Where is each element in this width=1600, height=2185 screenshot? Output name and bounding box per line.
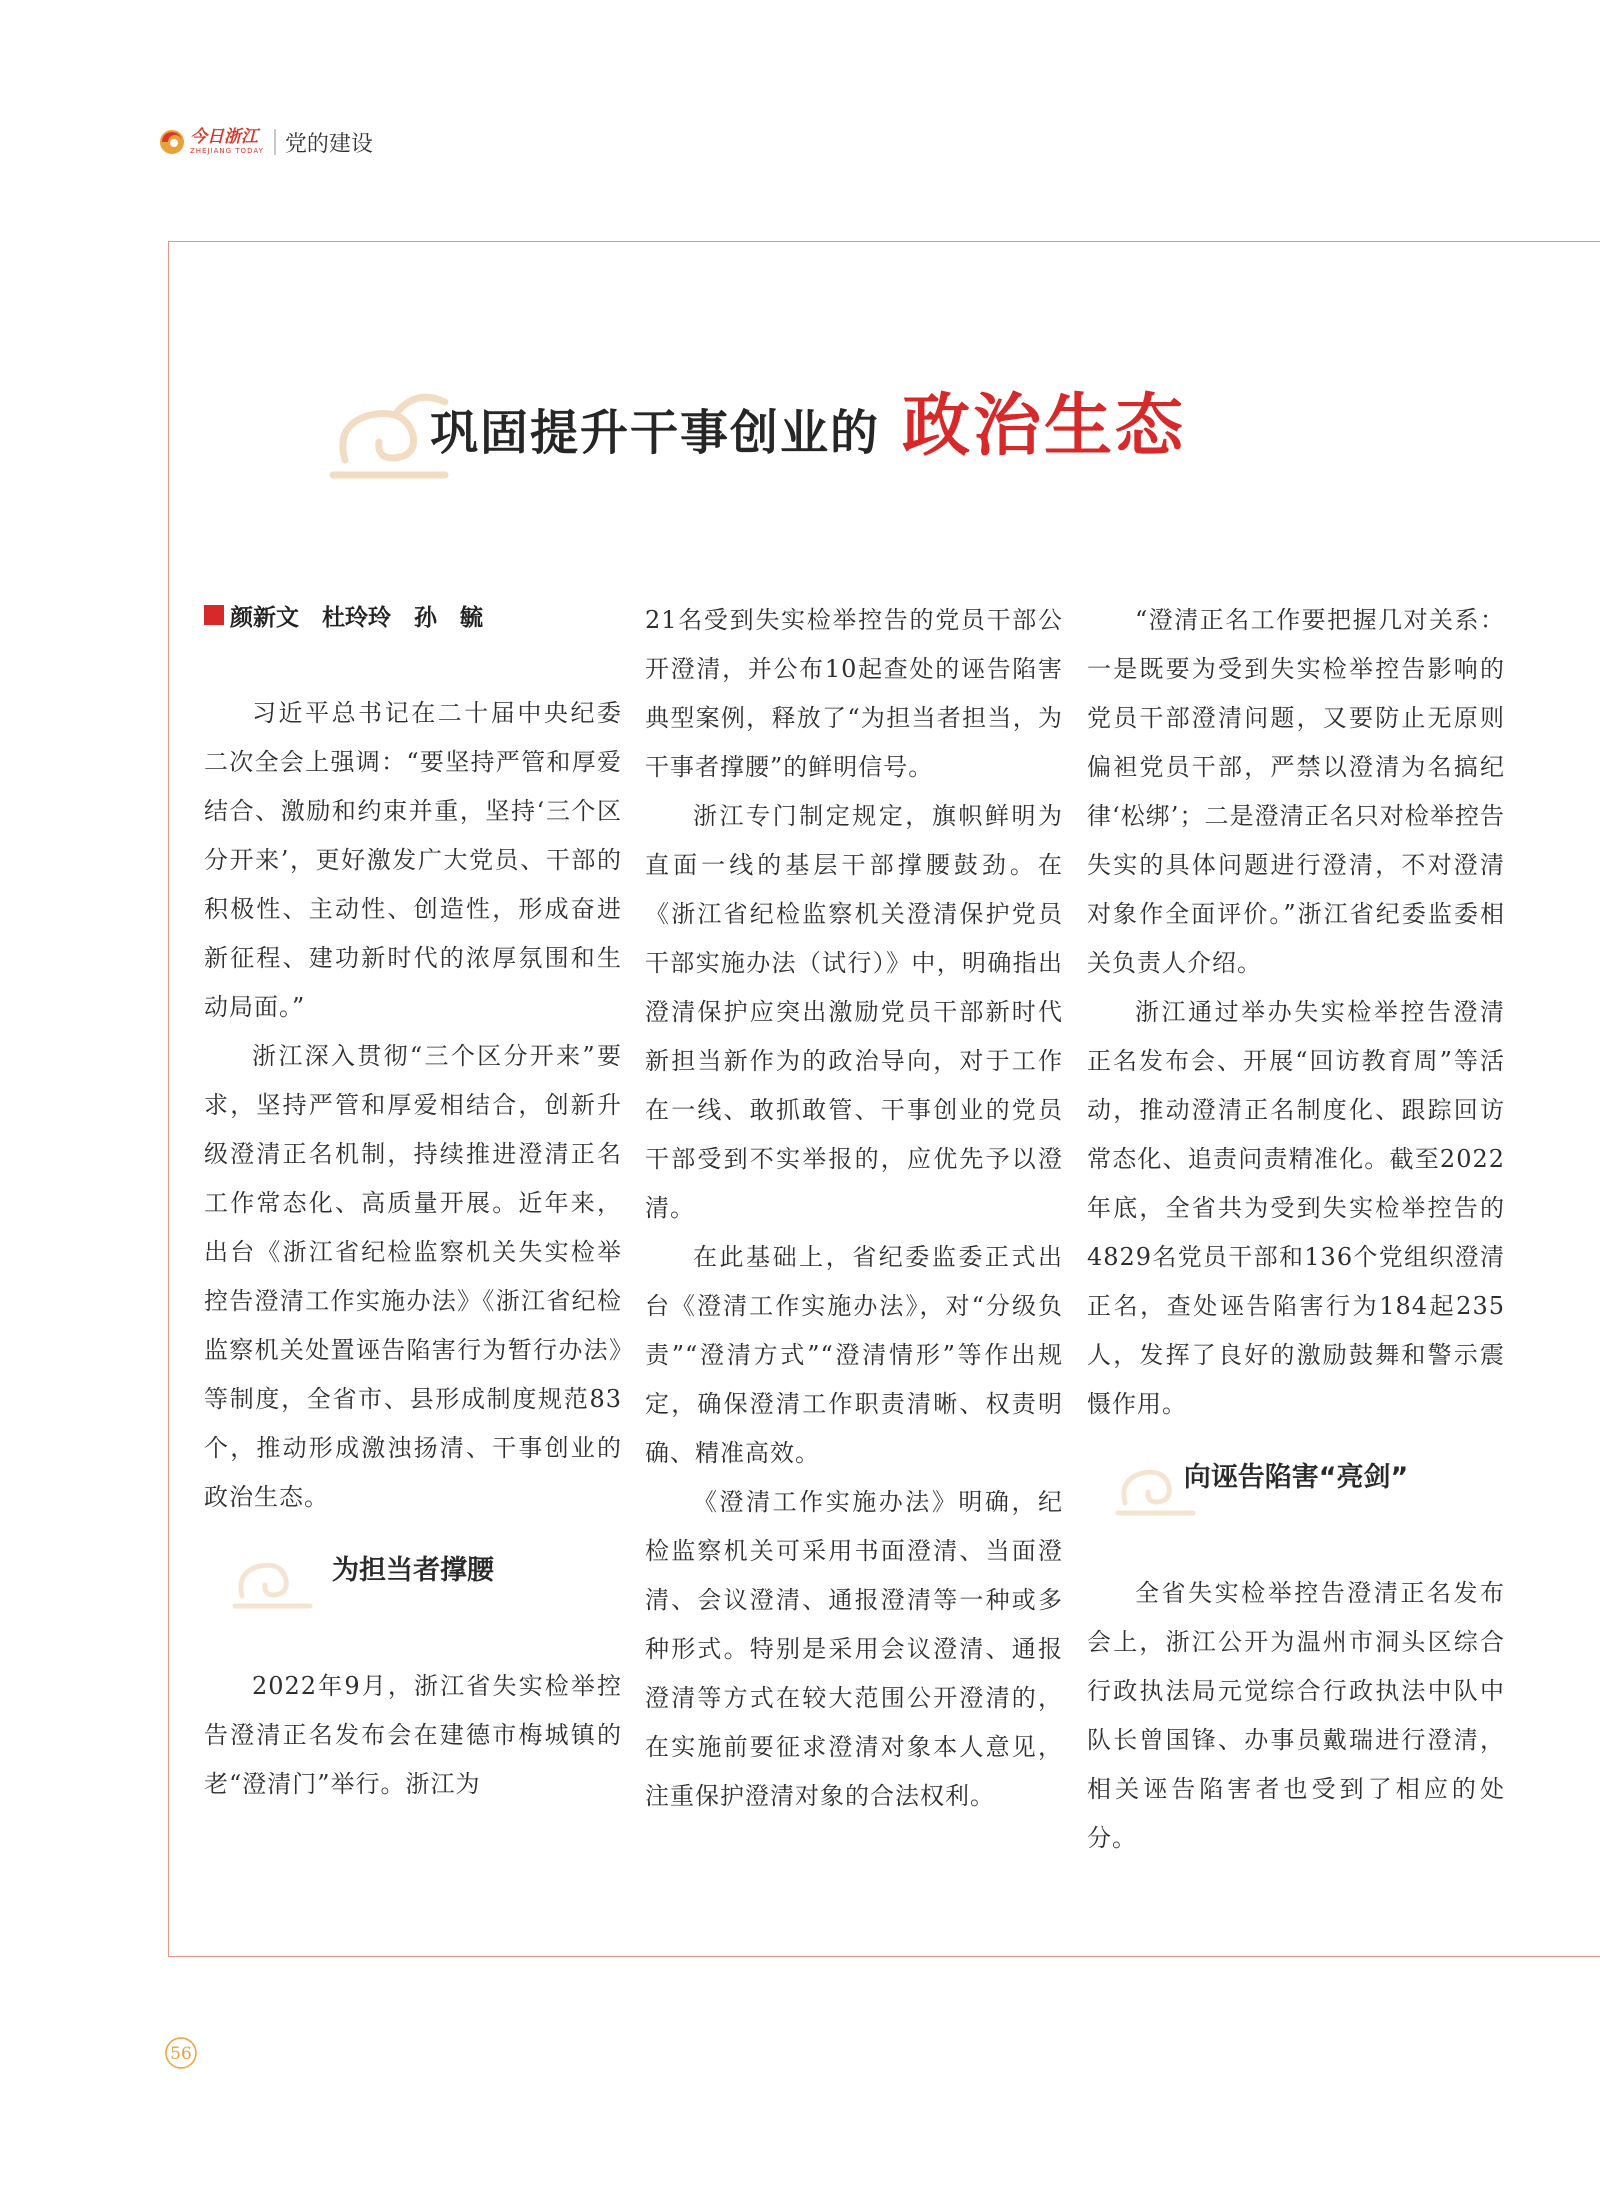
page-header xyxy=(158,122,373,162)
section-heading-block xyxy=(1087,1429,1505,1569)
section-heading: 向诬告陷害“亮剑” xyxy=(1183,1462,1409,1493)
paragraph: 《澄清工作实施办法》明确，纪检监察机关可采用书面澄清、当面澄清、会议澄清、通报澄清等一种或多种形式。特别是采用会议澄清、通报澄清等方式在较大范围公开澄清的，在实施前要征求澄清对象本人意见，注重保护澄清对象的合法权利。 xyxy=(645,1488,1063,1810)
paragraph: 浙江深入贯彻“三个区分开来”要求，坚持严管和厚爱相结合，创新升级澄清正名机制，持续推进澄清正名工作常态化、高质量开展。近年来，出台《浙江省纪检监察机关失实检举控告澄清工作实施办法》《浙江省纪检监察机关处置诬告陷害行为暂行办法》等制度，全省市、县形成制度规范83个，推动形成激浊扬清、干事创业的政治生态。 xyxy=(204,1042,622,1511)
header-divider xyxy=(274,129,276,155)
section-heading: 为担当者撑腰 xyxy=(332,1555,494,1586)
paragraph: 浙江专门制定规定，旗帜鲜明为直面一线的基层干部撑腰鼓劲。在《浙江省纪检监察机关澄清保护党员干部实施办法（试行）》中，明确指出澄清保护应突出激励党员干部新时代新担当新作为的政治导向，对于工作在一线、敢抓敢管、干事创业的党员干部受到不实举报的，应优先予以澄清。 xyxy=(645,802,1063,1222)
title-main: 巩固提升干事创业的 xyxy=(430,405,881,461)
column-1 xyxy=(204,596,622,1809)
paragraph: “澄清正名工作要把握几对关系：一是既要为受到失实检举控告影响的党员干部澄清问题，又要防止无原则偏袒党员干部，严禁以澄清为名搞纪律‘松绑’；二是澄清正名只对检举控告失实的具体问题进行澄清，不对澄清对象作全面评价。”浙江省纪委监委相关负责人介绍。 xyxy=(1087,606,1505,977)
column-2 xyxy=(645,596,1063,1821)
byline-authors: 颜新文 杜玲玲 孙 毓 xyxy=(230,604,483,631)
logo-english-name: ZHEJIANG TODAY xyxy=(190,147,264,155)
paragraph: 全省失实检举控告澄清正名发布会上，浙江公开为温州市洞头区综合行政执法局元觉综合行政执法中队中队长曾国锋、办事员戴瑞进行澄清，相关诬告陷害者也受到了相应的处分。 xyxy=(1087,1579,1505,1852)
byline xyxy=(204,601,622,629)
paragraph: 21名受到失实检举控告的党员干部公开澄清，并公布10起查处的诬告陷害典型案例，释放了“为担当者担当，为干事者撑腰”的鲜明信号。 xyxy=(645,606,1063,781)
page-number: 56 xyxy=(170,2044,192,2064)
section-name: 党的建设 xyxy=(284,131,373,157)
paragraph: 浙江通过举办失实检举控告澄清正名发布会、开展“回访教育周”等活动，推动澄清正名制度化、跟踪回访常态化、追责问责精准化。截至2022年底，全省共为受到失实检举控告的4829名党员干部和136个党组织澄清正名，查处诬告陷害行为184起235人，发挥了良好的激励鼓舞和警示震慑作用。 xyxy=(1087,998,1505,1418)
logo-chinese-name: 今日浙江 xyxy=(190,127,258,147)
magazine-logo xyxy=(158,128,264,156)
column-3 xyxy=(1087,596,1505,1863)
byline-marker xyxy=(204,605,224,625)
sun-logo-icon xyxy=(158,128,186,156)
paragraph: 习近平总书记在二十届中央纪委二次全会上强调：“要坚持严管和厚爱结合、激励和约束并重，坚持‘三个区分开来’，更好激发广大党员、干部的积极性、主动性、创造性，形成奋进新征程、建功新时代的浓厚氛围和生动局面。” xyxy=(204,699,622,1021)
section-heading-block xyxy=(204,1522,622,1662)
page-number-badge xyxy=(163,2035,199,2071)
paragraph: 在此基础上，省纪委监委正式出台《澄清工作实施办法》，对“分级负责”“澄清方式”“澄清情形”等作出规定，确保澄清工作职责清晰、权责明确、精准高效。 xyxy=(645,1243,1063,1467)
title-accent: 政治生态 xyxy=(902,387,1187,466)
paragraph: 2022年9月，浙江省失实检举控告澄清正名发布会在建德市梅城镇的老“澄清门”举行。浙江为 xyxy=(204,1672,622,1798)
article-title xyxy=(430,372,1186,469)
